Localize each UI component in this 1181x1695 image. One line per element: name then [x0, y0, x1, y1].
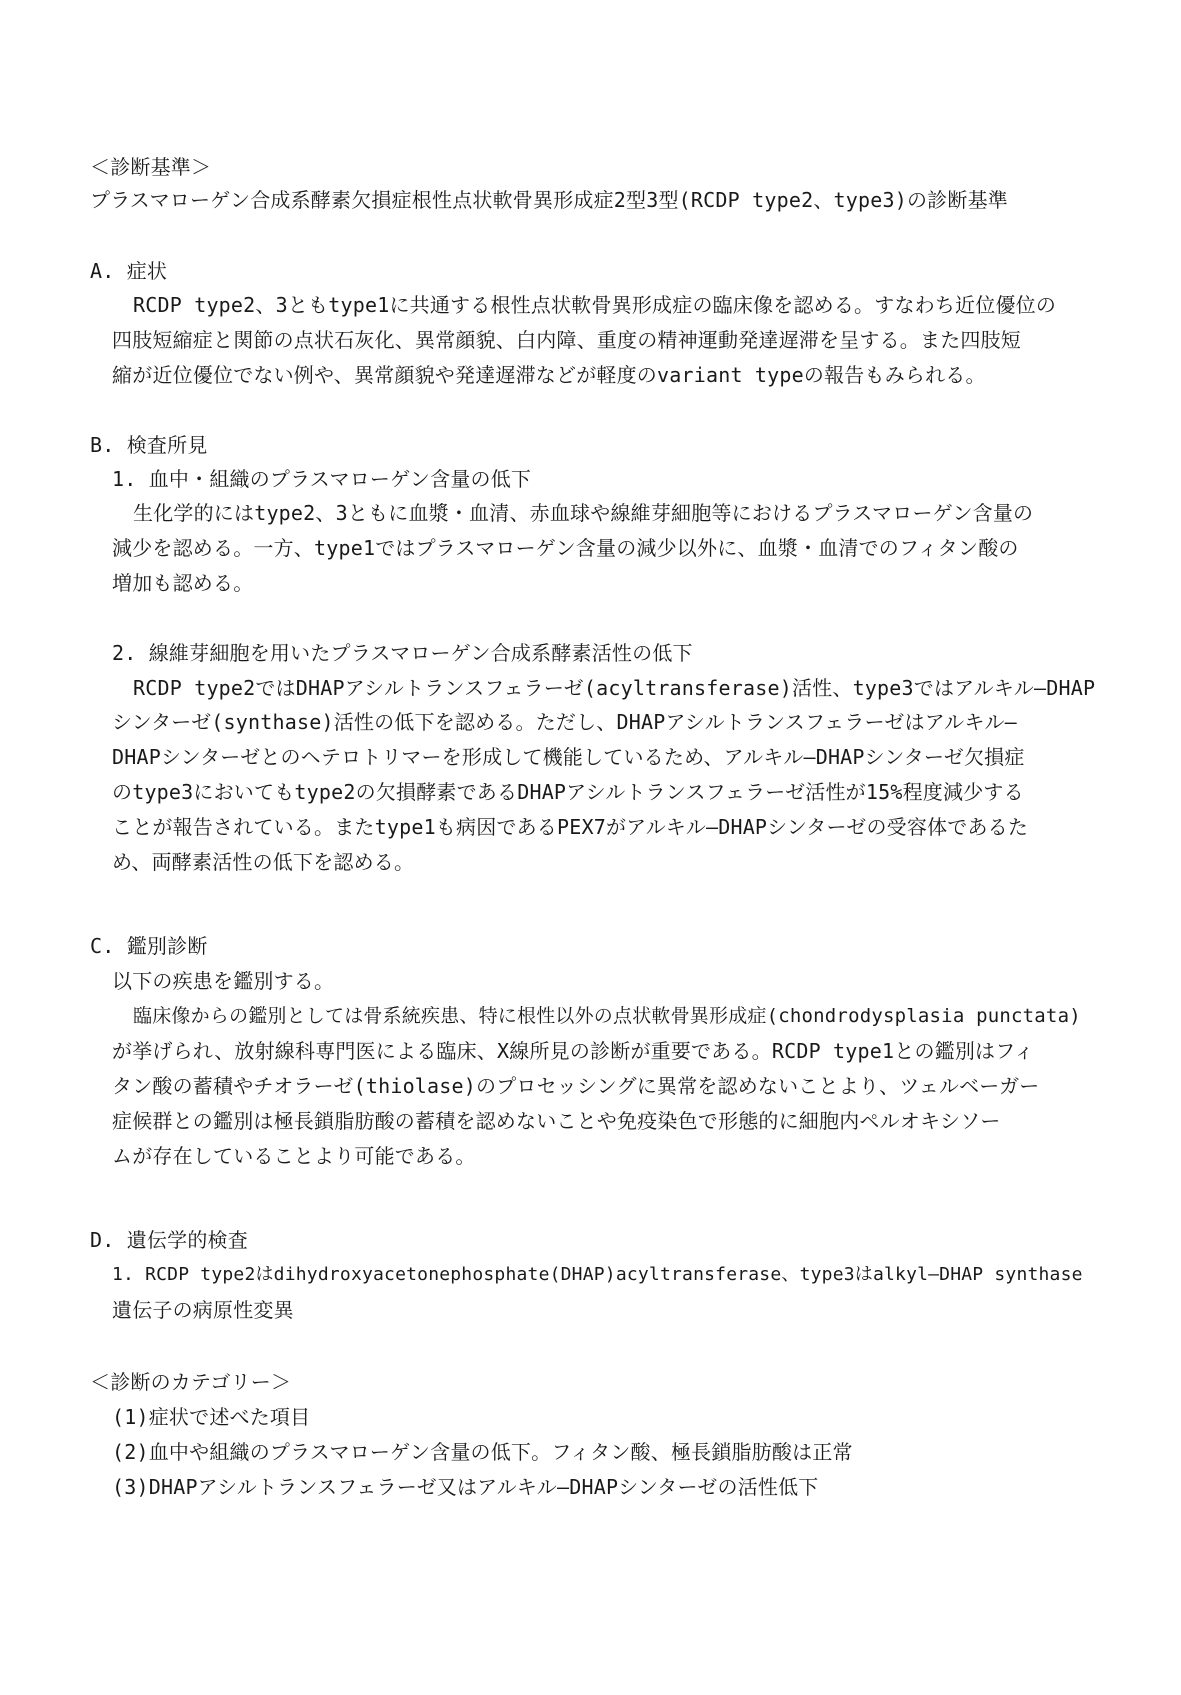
section-c-line: タン酸の蓄積やチオラーゼ(thiolase)のプロセッシングに異常を認めないことより、ツェルベーガー — [112, 1074, 1040, 1098]
section-b-item2-heading: 2. 線維芽細胞を用いたプラスマローゲン合成系酵素活性の低下 — [112, 641, 693, 665]
document-title: プラスマローゲン合成系酵素欠損症根性点状軟骨異形成症2型3型(RCDP type2、type3)の診断基準 — [90, 188, 1008, 212]
section-b-item2-line: シンターゼ(synthase)活性の低下を認める。ただし、DHAPアシルトランスフェラーゼはアルキル― — [112, 710, 1017, 734]
section-b-item1-heading: 1. 血中・組織のプラスマローゲン含量の低下 — [112, 467, 532, 491]
section-c-line: 臨床像からの鑑別としては骨系統疾患、特に根性以外の点状軟骨異形成症(chondrodysplasia punctata) — [133, 1005, 1081, 1027]
section-b-item2-line: DHAPシンターゼとのヘテロトリマーを形成して機能しているため、アルキル―DHAPシンターゼ欠損症 — [112, 745, 1025, 769]
section-d-heading: D. 遺伝学的検査 — [90, 1228, 248, 1252]
section-b-item1-line: 増加も認める。 — [112, 571, 254, 595]
section-d-line: 遺伝子の病原性変異 — [112, 1298, 294, 1322]
section-c-heading: C. 鑑別診断 — [90, 934, 208, 958]
category-item: (3)DHAPアシルトランスフェラーゼ又はアルキル―DHAPシンターゼの活性低下 — [112, 1475, 819, 1499]
section-a-line: RCDP type2、3ともtype1に共通する根性点状軟骨異形成症の臨床像を認める。すなわち近位優位の — [133, 293, 1057, 317]
category-heading: ＜診断のカテゴリー＞ — [90, 1370, 292, 1394]
section-c-intro: 以下の疾患を鑑別する。 — [112, 969, 335, 993]
section-b-item1-line: 生化学的にはtype2、3ともに血漿・血清、赤血球や線維芽細胞等におけるプラスマローゲン含量の — [133, 501, 1034, 525]
section-b-item2-line: ことが報告されている。またtype1も病因であるPEX7がアルキル―DHAPシンターゼの受容体であるた — [112, 815, 1029, 839]
section-c-line: 症候群との鑑別は極長鎖脂肪酸の蓄積を認めないことや免疫染色で形態的に細胞内ペルオキシソー — [112, 1109, 1001, 1133]
section-a-line: 縮が近位優位でない例や、異常顔貌や発達遅滞などが軽度のvariant typeの報告もみられる。 — [112, 363, 986, 387]
category-item: (2)血中や組織のプラスマローゲン含量の低下。フィタン酸、極長鎖脂肪酸は正常 — [112, 1440, 853, 1464]
section-a-heading: A. 症状 — [90, 259, 168, 283]
section-d-line: 1. RCDP type2はdihydroxyacetonephosphate(DHAP)acyltransferase、type3はalkyl―DHAP synthase — [112, 1264, 1083, 1285]
section-c-line: が挙げられ、放射線科専門医による臨床、X線所見の診断が重要である。RCDP type1との鑑別はフィ — [112, 1039, 1035, 1063]
section-b-item2-line: め、両酵素活性の低下を認める。 — [112, 850, 415, 874]
section-b-item2-line: のtype3においてもtype2の欠損酵素であるDHAPアシルトランスフェラーゼ活性が15%程度減少する — [112, 780, 1024, 804]
section-b-item2-line: RCDP type2ではDHAPアシルトランスフェラーゼ(acyltransferase)活性、type3ではアルキル―DHAP — [133, 676, 1096, 700]
document-header: ＜診断基準＞ — [90, 155, 212, 179]
section-b-heading: B. 検査所見 — [90, 433, 208, 457]
section-a-line: 四肢短縮症と関節の点状石灰化、異常顔貌、白内障、重度の精神運動発達遅滞を呈する。また四肢短 — [112, 328, 1021, 352]
section-c-line: ムが存在していることより可能である。 — [112, 1144, 476, 1168]
section-b-item1-line: 減少を認める。一方、type1ではプラスマローゲン含量の減少以外に、血漿・血清でのフィタン酸の — [112, 536, 1019, 560]
category-item: (1)症状で述べた項目 — [112, 1405, 311, 1429]
